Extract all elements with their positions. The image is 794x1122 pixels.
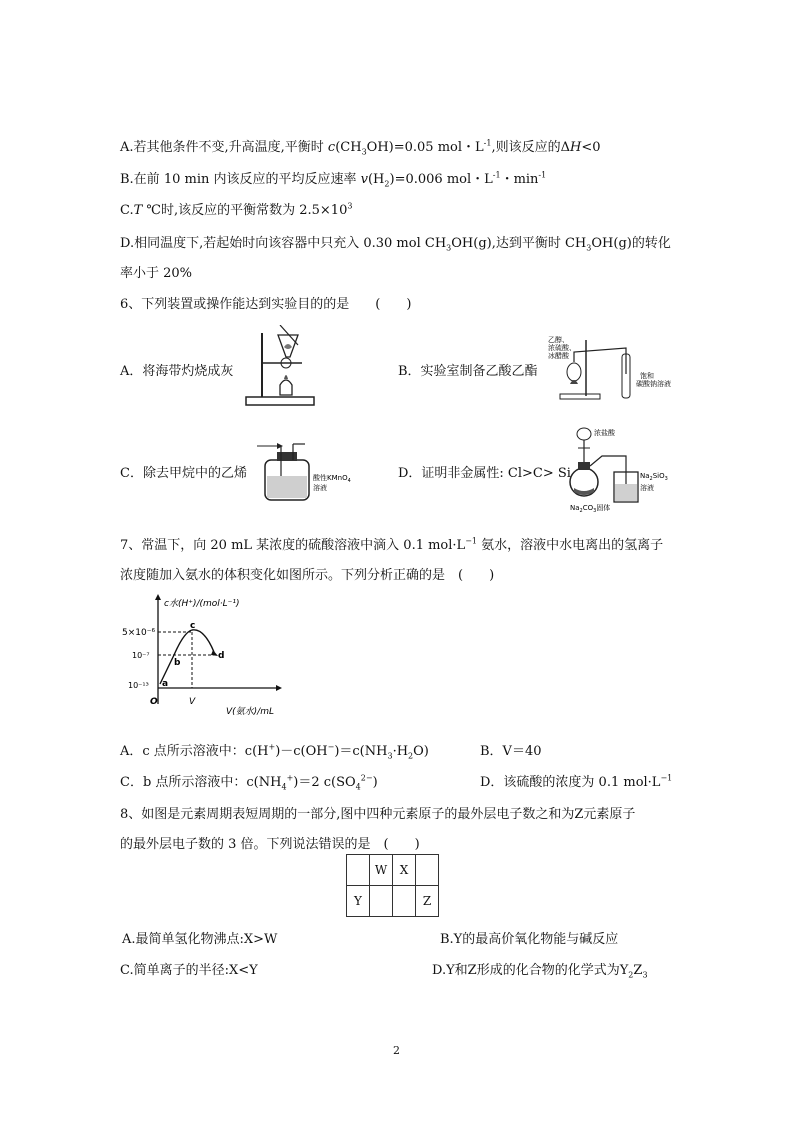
graph-y-label: c水(H⁺)/(mol·L⁻¹) [164, 599, 240, 609]
q5-option-d-line1: D.相同温度下,若起始时向该容器中只充入 0.30 mol $CH_3OH(g)$,达到平衡时 $CH_3OH(g)$的转化 [120, 236, 671, 253]
hcl-label: 浓盐酸 [594, 429, 615, 437]
periodic-table-fragment [346, 854, 439, 917]
ester-label-3: 冰醋酸 [548, 352, 569, 360]
ester-label-4: 饱和 [640, 372, 654, 380]
q5-option-a: A.若其他条件不变,升高温度,平衡时 $c(CH_3OH)=0.05$ mol・$L^{-1}$,则该反应的ΔH<0 [120, 138, 601, 157]
pt-cell [370, 886, 393, 917]
ignition-apparatus-figure [242, 325, 322, 410]
q8-stem-line2: 的最外层电子数的 3 倍。下列说法错误的是 ( ) [120, 837, 420, 852]
q8-option-a: A.最简单氢化物沸点:X>W [122, 932, 278, 947]
nonmetal-comparison-figure [566, 426, 676, 512]
ester-prep-apparatus-figure [546, 334, 686, 402]
graph-point-b: b [174, 658, 181, 668]
graph-point-d: d [218, 651, 225, 661]
graph-x-label: V(氨水)/mL [226, 707, 274, 717]
na2co3-label: $Na_2CO_3$固体 [570, 504, 611, 512]
kmno4-label: 酸性KMnO$_4$ [313, 474, 351, 484]
graph-origin: O [150, 697, 158, 707]
q6-option-c: C．除去甲烷中的乙烯 [120, 466, 247, 481]
graph-y-tick-3: 10⁻¹³ [128, 681, 149, 690]
q7-option-d: D．该硫酸的浓度为 0.1 $mol\cdot L^{-1}$ [480, 773, 673, 790]
kmno4-label-2: 溶液 [313, 484, 327, 492]
pt-cell-y: Y [347, 886, 370, 917]
pt-cell [393, 886, 416, 917]
q5-option-b: B.在前 10 min 内该反应的平均反应速率 $v(H_2)=0.006$ mol・$L^{-1}$・$\min^{-1}$ [120, 170, 547, 189]
graph-x-tick-v: V [189, 697, 196, 707]
ester-label-5: 碳酸钠溶液 [636, 380, 671, 388]
graph-y-tick-2: 10⁻⁷ [132, 651, 150, 660]
pt-cell-z: Z [416, 886, 439, 917]
titration-graph [118, 592, 298, 720]
q5-option-d-line2: 率小于 20% [120, 266, 193, 281]
q6-option-d: D．证明非金属性: Cl>C> Si [398, 466, 571, 481]
graph-point-c: c [190, 621, 196, 631]
graph-y-tick-1: 5×10⁻⁶ [122, 628, 156, 638]
gas-washing-bottle-figure [255, 440, 365, 506]
q6-option-a: A．将海带灼烧成灰 [120, 364, 234, 379]
na2sio3-label: $Na_2SiO_3$ [640, 472, 668, 482]
ester-label-1: 乙醇、 [548, 336, 569, 344]
pt-cell [416, 855, 439, 886]
q7-stem-line2: 浓度随加入氨水的体积变化如图所示。下列分析正确的是 ( ) [120, 568, 495, 583]
graph-point-a: a [162, 679, 169, 689]
page-number: 2 [393, 1044, 400, 1057]
q8-option-c: C.简单离子的半径:X<Y [120, 963, 258, 978]
q7-option-a: A．c 点所示溶液中：$c(H^+)-c(OH^-)=c(NH_3\cdot H_2O)$ [120, 742, 429, 761]
ester-label-2: 浓硫酸、 [548, 344, 576, 352]
q8-option-d: D.Y和Z形成的化合物的化学式为$Y_2Z_3$ [432, 963, 648, 980]
q5-option-c: C.T ℃时,该反应的平衡常数为 $2.5\times 10^3$ [120, 201, 353, 218]
q8-stem-line1: 8、如图是元素周期表短周期的一部分,图中四种元素原子的最外层电子数之和为Z元素原子 [120, 807, 636, 822]
q7-option-b: B．V＝40 [480, 744, 542, 759]
q7-option-c: C．b 点所示溶液中：$c(NH_4^+)=2$ $c(SO_4^{2-})$ [120, 773, 378, 792]
q6-option-b: B．实验室制备乙酸乙酯 [398, 364, 538, 379]
pt-cell [347, 855, 370, 886]
q6-stem: 6、下列装置或操作能达到实验目的的是 ( ) [120, 297, 412, 312]
q7-stem-line1: 7、常温下，向 20 mL 某浓度的硫酸溶液中滴入 0.1 $mol\cdot L^{-1}$ 氨水，溶液中水电离出的氢离子 [120, 536, 664, 553]
pt-cell-x: X [393, 855, 416, 886]
pt-cell-w: W [370, 855, 393, 886]
q8-option-b: B.Y的最高价氧化物能与碱反应 [440, 932, 619, 947]
solution-label: 溶液 [640, 484, 654, 492]
